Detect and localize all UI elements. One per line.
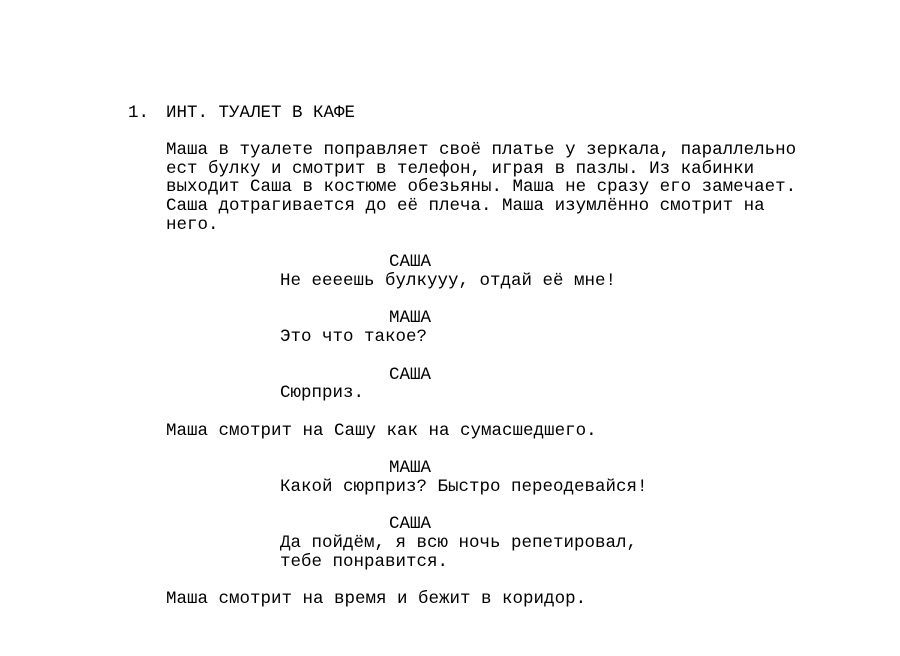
- dialogue-line: Не еееешь булкууу, отдай её мне!: [280, 271, 617, 291]
- action-line: Маша смотрит на время и бежит в коридор.: [166, 589, 587, 609]
- character-name: САША: [389, 252, 432, 272]
- dialogue-block: [280, 328, 700, 347]
- action-line: ест булку и смотрит в телефон, играя в пазлы. Из кабинки: [166, 158, 755, 179]
- dialogue-block: [280, 478, 700, 497]
- action-line: Маша смотрит на Сашу как на сумасшедшего.: [166, 421, 597, 441]
- character-name: МАША: [389, 308, 432, 328]
- action-block: [166, 590, 856, 609]
- action-block: [166, 141, 856, 235]
- dialogue-line: Да пойдём, я всю ночь репетировал,: [280, 533, 638, 553]
- dialogue-block: [280, 272, 700, 291]
- dialogue-line: Это что такое?: [280, 327, 428, 347]
- action-block: [166, 422, 856, 441]
- action-line: выходит Саша в костюме обезьяны. Маша не сразу его замечает.: [166, 177, 797, 198]
- scene-number: 1.: [128, 103, 150, 123]
- scene-heading: ИНТ. ТУАЛЕТ В КАФЕ: [166, 103, 356, 123]
- action-line: Саша дотрагивается до её плеча. Маша изумлённо смотрит на: [166, 196, 765, 217]
- character-name: САША: [389, 365, 432, 385]
- character-name: САША: [389, 514, 432, 534]
- character-name: МАША: [389, 458, 432, 478]
- action-line: него.: [166, 214, 219, 235]
- action-line: Маша в туалете поправляет своё платье у зеркала, параллельно: [166, 140, 797, 160]
- dialogue-block: [280, 534, 700, 571]
- dialogue-line: тебе понравится.: [280, 551, 449, 572]
- dialogue-line: Какой сюрприз? Быстро переодевайся!: [280, 477, 648, 497]
- dialogue-block: [280, 384, 700, 403]
- dialogue-line: Сюрприз.: [280, 383, 365, 403]
